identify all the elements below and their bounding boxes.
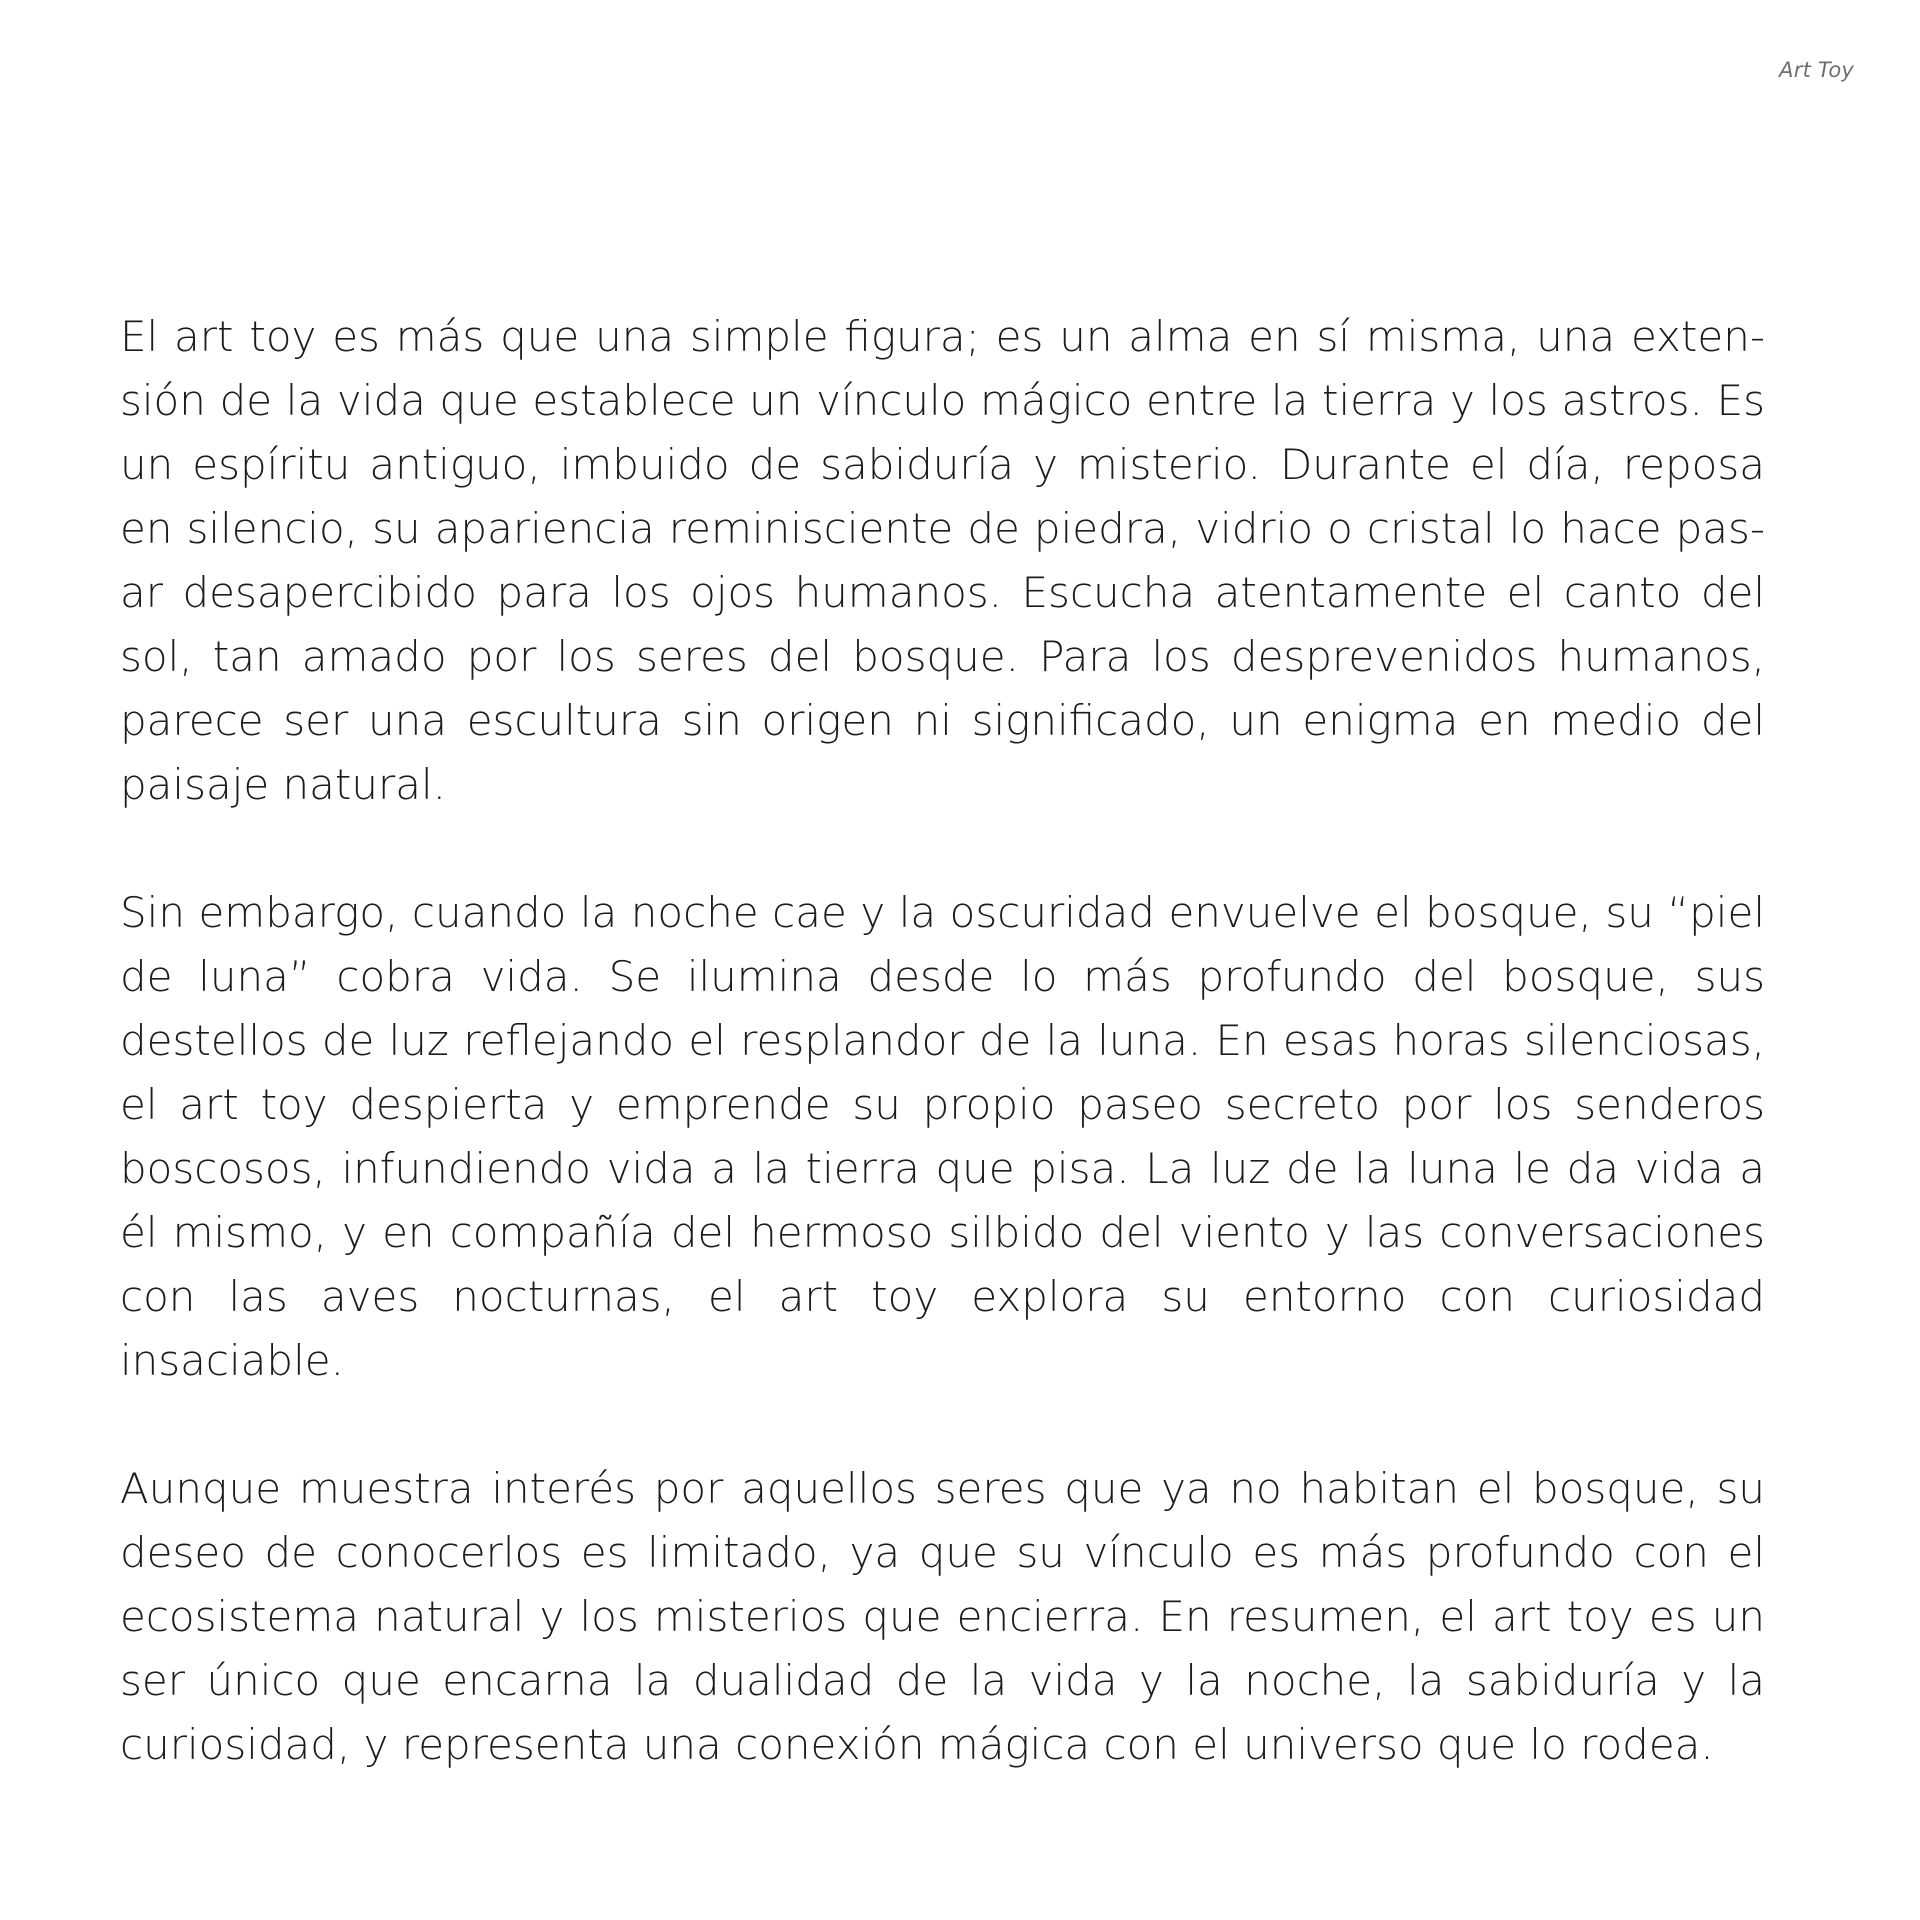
running-header: Art Toy — [1779, 58, 1854, 82]
body-text — [120, 305, 1765, 1777]
paragraph-2: Sin embargo, cuando la noche cae y la oscuridad envuelve el bosque, su “piel de luna” cobra vida. Se ilumina desde lo más profundo del bosque, sus destellos de luz reflejando el resplandor de la luna. En esas horas silenciosas, el art toy despierta y emprende su propio paseo secreto por los senderos boscosos, infundiendo vida a la tierra que pisa. La luz de la luna le da vida a él mismo, y en compañía del hermoso silbido del viento y las conversaciones con las aves nocturnas, el art toy explora su entorno con curiosidad insaciable. — [120, 888, 1765, 1385]
paragraph-1: El art toy es más que una simple figura; es un alma en sí misma, una extensión de la vida que establece un vínculo mágico entre la tierra y los astros. Es un espíritu antiguo, imbuido de sabiduría y misterio. Durante el día, reposa en silencio, su apariencia reminisciente de piedra, vidrio o cristal lo hace pasar desapercibido para los ojos humanos. Escucha atentamente el canto del sol, tan amado por los seres del bosque. Para los desprevenidos humanos, parece ser una escultura sin origen ni significado, un enigma en medio del paisaje natural. — [120, 312, 1765, 809]
paragraph-3: Aunque muestra interés por aquellos seres que ya no habitan el bosque, su deseo de conocerlos es limitado, ya que su vínculo es más profundo con el ecosistema natural y los misterios que encierra. En resumen, el art toy es un ser único que encarna la dualidad de la vida y la noche, la sabiduría y la curiosidad, y representa una conexión mágica con el universo que lo rodea. — [120, 1464, 1765, 1769]
